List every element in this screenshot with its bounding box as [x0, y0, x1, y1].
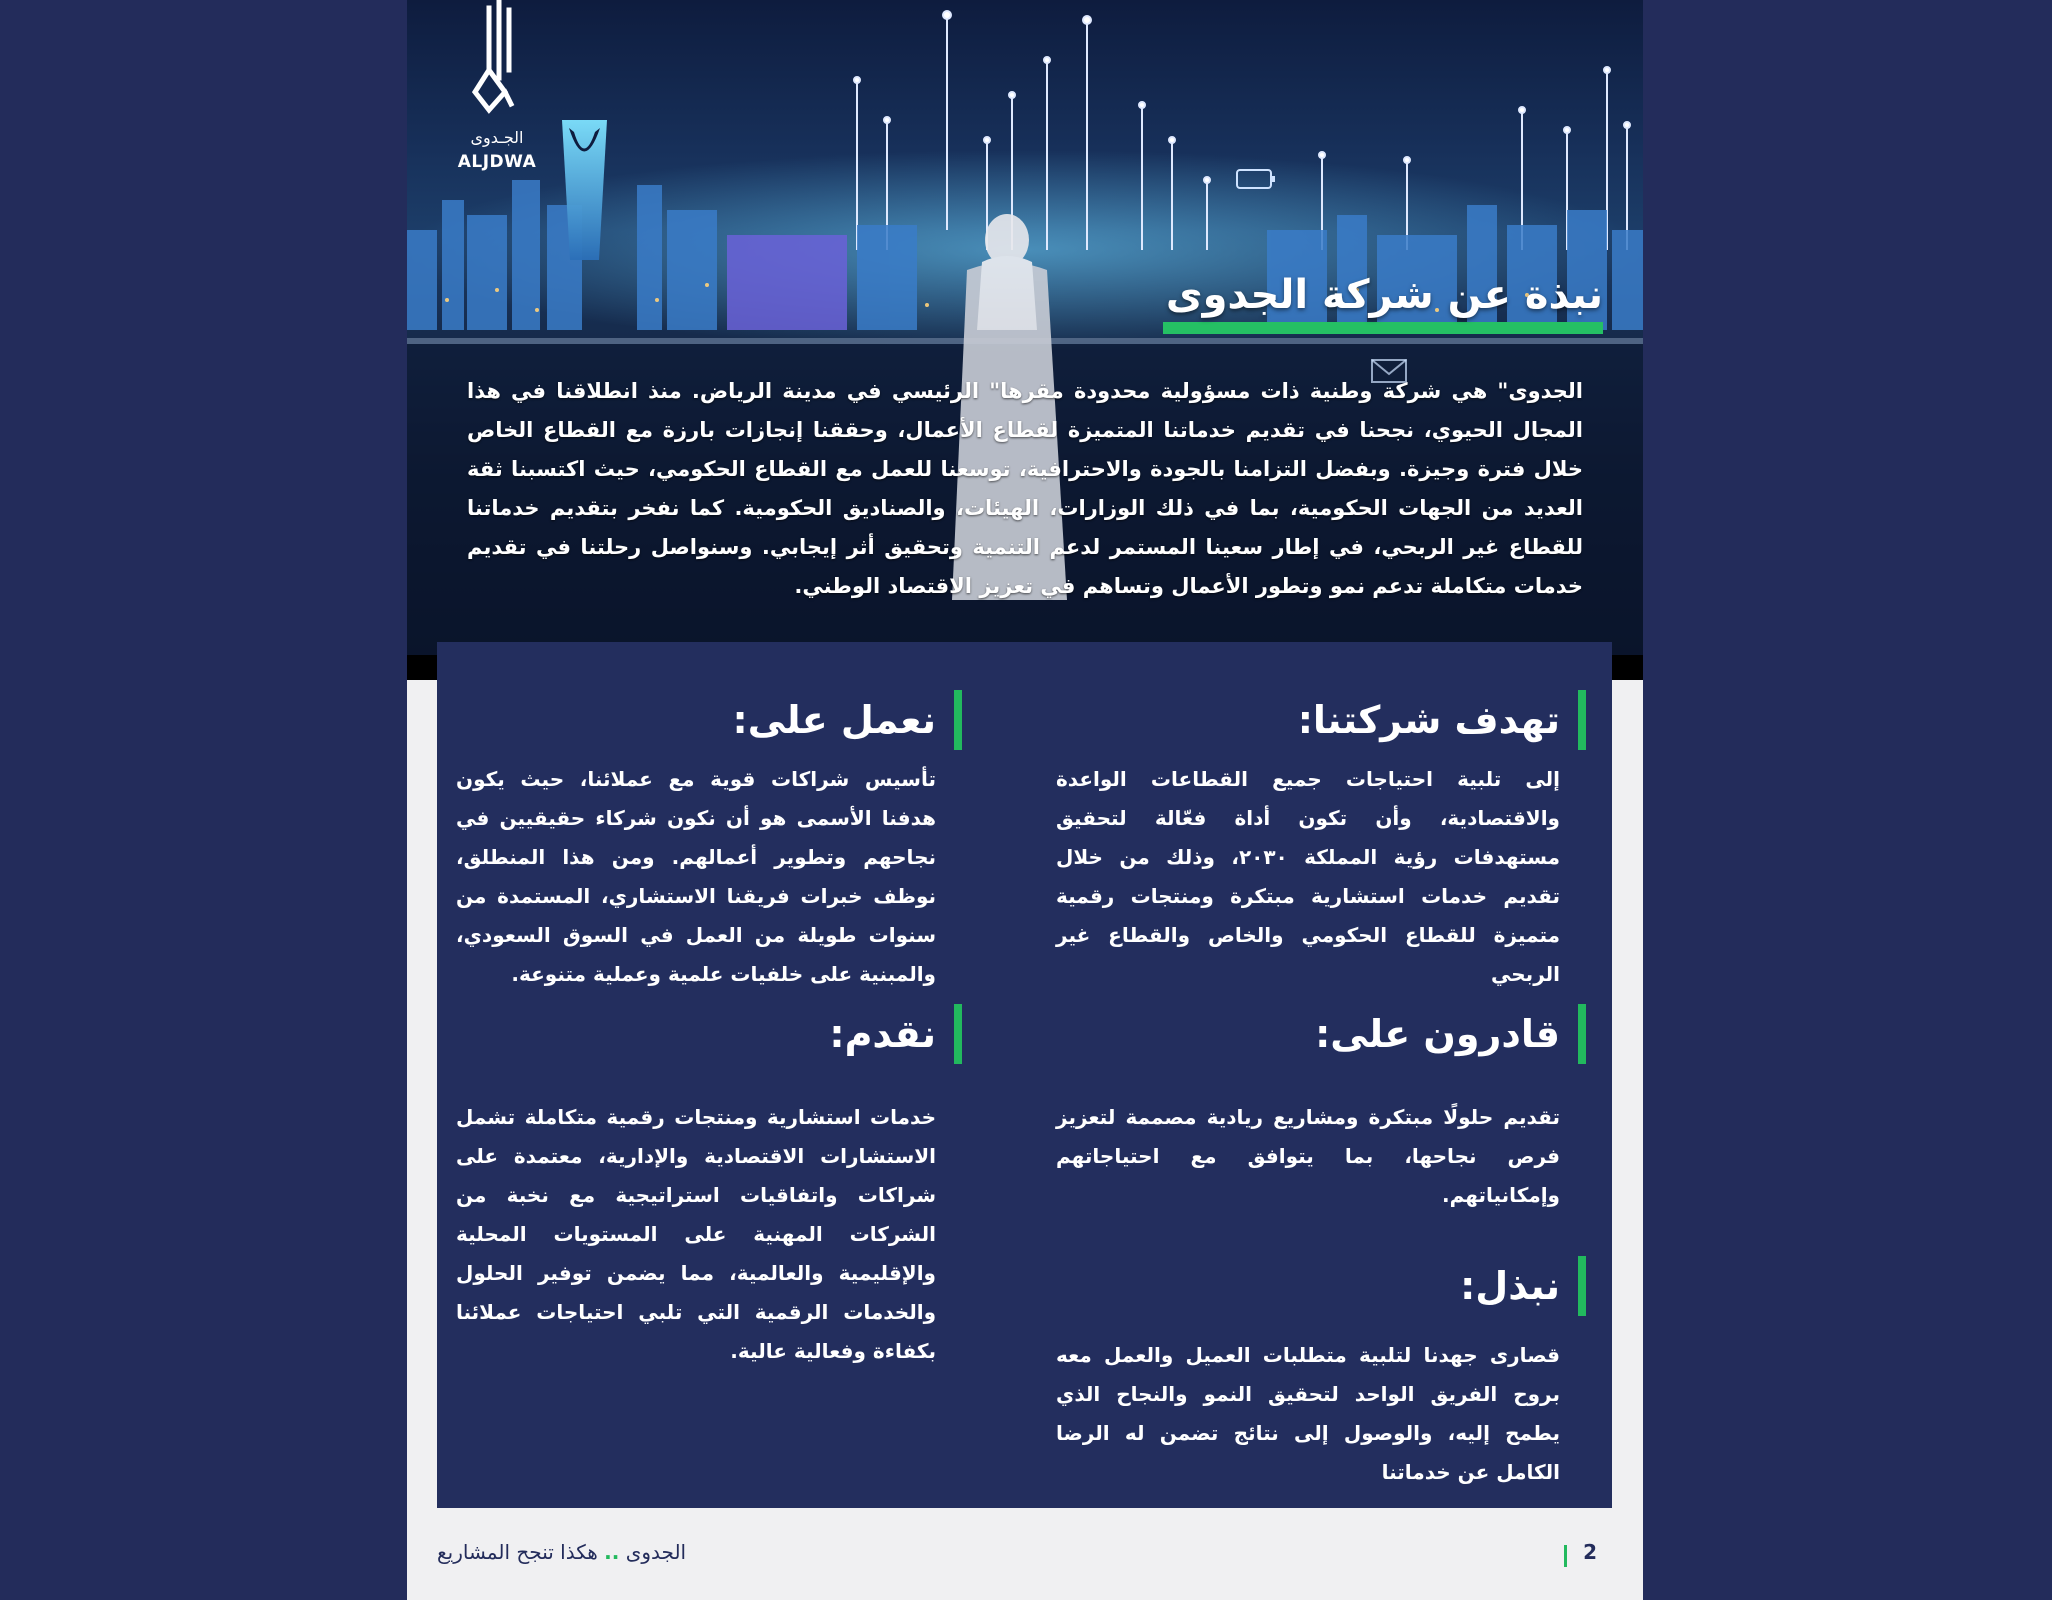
- brand-english-name: ALJDWA: [457, 152, 537, 172]
- section-goal: [1056, 690, 1586, 994]
- footer-dots: ..: [604, 1540, 620, 1564]
- document-page: [407, 0, 1643, 1600]
- intro-paragraph: الجدوى" هي شركة وطنية ذات مسؤولية محدودة مقرها" الرئيسي في مدينة الرياض. منذ انطلاقنا في هذا المجال الحيوي، نجحنا في تقديم خدماتنا المتميزة لقطاع الأعمال، وحققنا إنجازات بارزة مع القطاع الخاص خلال فترة وجيزة. وبفضل التزامنا بالجودة والاحترافية، توسعنا للعمل مع القطاع الحكومي، حيث اكتسبنا ثقة العديد من الجهات الحكومية، بما في ذلك الوزارات، الهيئات، والصناديق الحكومية. كما نفخر بتقديم خدماتنا للقطاع غير الربحي، في إطار سعينا المستمر لدعم التنمية وتحقيق أثر إيجابي. وسنواصل رحلتنا في تقديم خدمات متكاملة تدعم نمو وتطور الأعمال وتساهم في تعزيز الاقتصاد الوطني.: [467, 379, 1583, 598]
- section-effort-header: [1056, 1256, 1586, 1316]
- section-capable-header: [1056, 1004, 1586, 1064]
- section-offer-header: [456, 1004, 962, 1064]
- brand-arabic-name: الجـدوى: [470, 128, 524, 147]
- section-work-title: نعمل على:: [732, 698, 936, 742]
- footer-brand: الجدوى: [625, 1540, 687, 1564]
- section-effort-title: نبذل:: [1460, 1264, 1560, 1308]
- section-work-text: تأسيس شراكات قوية مع عملائنا، حيث يكون هدفنا الأسمى هو أن نكون شركاء حقيقيين في نجاحهم وتطوير أعمالهم. ومن هذا المنطلق، نوظف خبرات فريقنا الاستشاري، المستمدة من سنوات طويلة من العمل في السوق السعودي، والمبنية على خلفيات علمية وعملية متنوعة.: [456, 767, 936, 986]
- hero-banner: [407, 0, 1643, 680]
- section-goal-text: إلى تلبية احتياجات جميع القطاعات الواعدة والاقتصادية، وأن تكون أداة فعّالة لتحقيق مستهدفات رؤية المملكة ٢٠٣٠، وذلك من خلال تقديم خدمات استشارية مبتكرة ومنتجات رقمية متميزة للقطاع الحكومي والخاص والقطاع غير الربحي: [1056, 767, 1560, 986]
- section-goal-header: [1056, 690, 1586, 750]
- section-capable-title: قادرون على:: [1315, 1012, 1560, 1056]
- section-offer: [456, 1004, 962, 1371]
- page-title: نبذة عن شركة الجدوى: [1165, 272, 1603, 318]
- section-work: [456, 690, 962, 994]
- page-number-marker: [1564, 1545, 1567, 1567]
- section-work-header: [456, 690, 962, 750]
- page-title-block: [1166, 272, 1603, 318]
- footer-slogan-text: هكذا تنجح المشاريع: [437, 1540, 598, 1564]
- aljdwa-logo-icon: [447, 0, 547, 175]
- section-offer-text: خدمات استشارية ومنتجات رقمية متكاملة تشمل الاستشارات الاقتصادية والإدارية، معتمدة على شراكات واتفاقيات استراتيجية مع نخبة من الشركات المهنية على المستويات المحلية والإقليمية والعالمية، مما يضمن توفير الحلول والخدمات الرقمية التي تلبي احتياجات عملائنا بكفاءة وفعالية عالية.: [456, 1105, 936, 1363]
- content-panel: [437, 642, 1612, 1508]
- section-effort-text: قصارى جهدنا لتلبية متطلبات العميل والعمل معه بروح الفريق الواحد لتحقيق النمو والنجاح الذي يطمح إليه، والوصول إلى نتائج تضمن له الرضا الكامل عن خدماتنا: [1056, 1343, 1560, 1484]
- footer-slogan: [437, 1540, 686, 1564]
- section-goal-title: تهدف شركتنا:: [1297, 698, 1560, 742]
- section-offer-title: نقدم:: [829, 1012, 936, 1056]
- section-capable-text: تقديم حلولًا مبتكرة ومشاريع ريادية مصممة لتعزيز فرص نجاحها، بما يتوافق مع احتياجاتهم وإمكانياتهم.: [1056, 1105, 1560, 1207]
- section-capable: [1056, 1004, 1586, 1215]
- page-number: 2: [1583, 1540, 1597, 1564]
- page-footer: [407, 1540, 1643, 1580]
- title-underline: [1163, 322, 1603, 334]
- section-effort: [1056, 1256, 1586, 1492]
